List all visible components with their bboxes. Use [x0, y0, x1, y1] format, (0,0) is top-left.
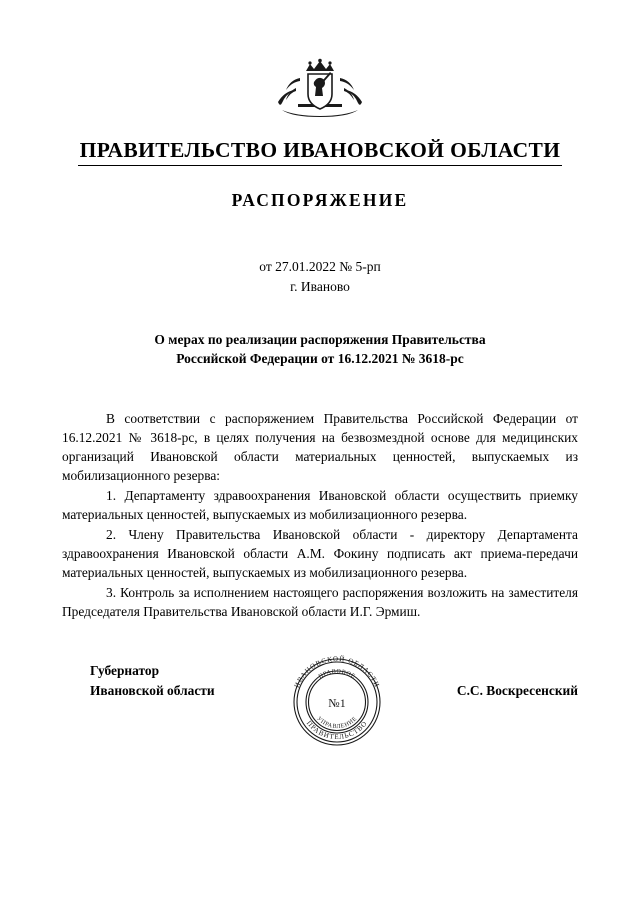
official-seal-stamp-icon	[282, 647, 392, 757]
svg-text:ПРАВИТЕЛЬСТВО: ПРАВИТЕЛЬСТВО	[304, 719, 370, 741]
signatory-position	[90, 661, 215, 701]
signatory-position-line-1: Губернатор	[90, 662, 160, 678]
signature-block	[0, 654, 640, 771]
body-paragraph: 1. Департаменту здравоохранения Ивановской области осуществить приемку материальных ценностей, выпускаемых из мобилизационного резерва.	[62, 487, 578, 522]
svg-text:ИВАНОВСКОЙ ОБЛАСТИ: ИВАНОВСКОЙ ОБЛАСТИ	[292, 654, 382, 690]
document-date-number: от 27.01.2022 № 5-рп	[259, 259, 381, 274]
svg-text:ПРАВОВОЕ: ПРАВОВОЕ	[317, 668, 357, 681]
organization-title	[0, 138, 640, 166]
coat-of-arms-icon	[272, 58, 368, 120]
organization-title-text: ПРАВИТЕЛЬСТВО ИВАНОВСКОЙ ОБЛАСТИ	[78, 138, 563, 166]
signatory-name: С.С. Воскресенский	[456, 682, 578, 698]
body-paragraph: 2. Члену Правительства Ивановской области - директору Департамента здравоохранения Ивановской области А.М. Фокину подписать акт приема-передачи материальных ценностей, выпускаемых из мобилизационного резерва.	[62, 526, 578, 580]
body-paragraph: 3. Контроль за исполнением настоящего распоряжения возложить на заместителя Председателя Правительства Ивановской области И.Г. Эрмиш.	[62, 584, 578, 619]
svg-text:УПРАВЛЕНИЕ: УПРАВЛЕНИЕ	[315, 715, 359, 731]
signatory-position-line-2: Ивановской области	[90, 683, 215, 699]
document-subject-line-1: О мерах по реализации распоряжения Правительства	[154, 331, 486, 347]
body-paragraph: В соответствии с распоряжением Правительства Российской Федерации от 16.12.2021 № 3618-рс, в целях получения на безвозмездной основе для медицинских организаций Ивановской области материальных ценностей, выпускаемых из мобилизационного резерва:	[62, 410, 578, 483]
document-meta	[0, 257, 640, 298]
document-city: г. Иваново	[290, 279, 350, 295]
document-body	[62, 409, 578, 621]
document-subject-line-2: Российской Федерации от 16.12.2021 № 3618-рс	[176, 351, 464, 367]
document-type: РАСПОРЯЖЕНИЕ	[231, 190, 409, 210]
emblem-container	[0, 58, 640, 120]
document-subject	[120, 330, 520, 369]
svg-text:№1: №1	[328, 695, 346, 710]
